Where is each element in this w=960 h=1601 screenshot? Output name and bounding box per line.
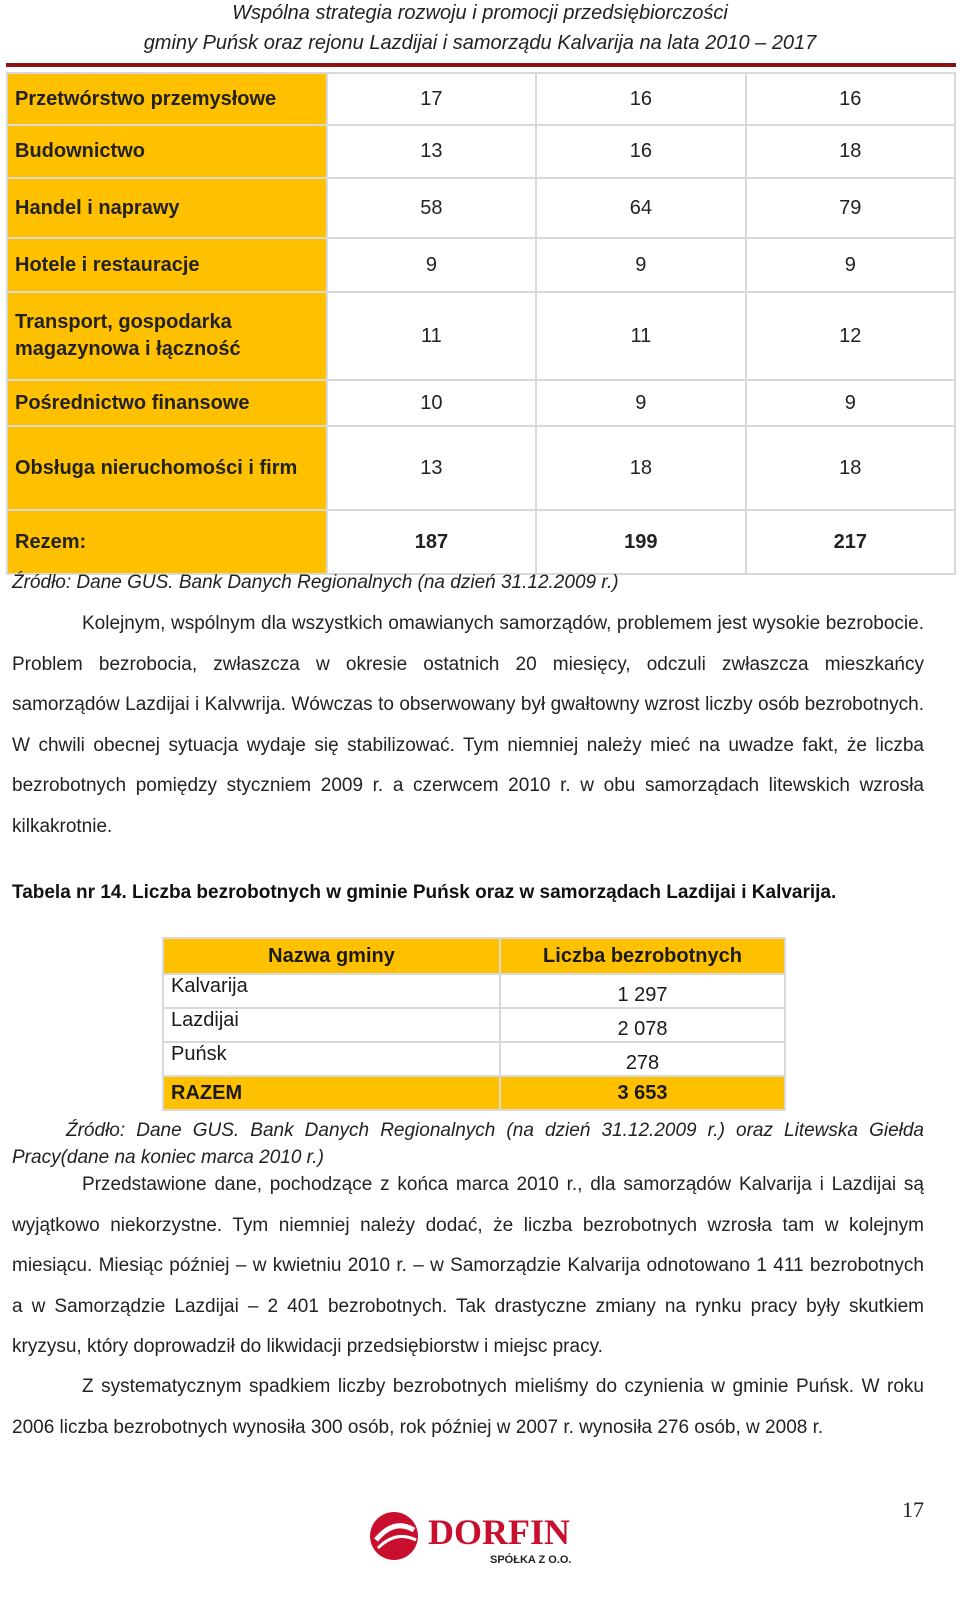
row-label: Hotele i restauracje — [7, 238, 327, 292]
header-line-1: Wspólna strategia rozwoju i promocji przedsiębiorczości — [232, 2, 728, 24]
table-row — [7, 178, 955, 238]
header-line-2: gminy Puńsk oraz rejonu Lazdijai i samorządu Kalvarija na lata 2010 – 2017 — [143, 32, 817, 54]
paragraph-3 — [12, 1367, 924, 1448]
row-label: Obsługa nieruchomości i firm — [7, 426, 327, 510]
cell-value: 10 — [327, 380, 536, 426]
table-row — [163, 1008, 785, 1042]
table2-source-text: Źródło: Dane GUS. Bank Danych Regionalnych (na dzień 31.12.2009 r.) oraz Litewska Giełda Pracy(dane na koniec marca 2010 r.) — [12, 1120, 924, 1168]
row-label-line-1: Transport, gospodarka — [15, 311, 232, 333]
logo-subtitle: SPÓŁKA Z O.O. — [490, 1554, 572, 1566]
col-header-count: Liczba bezrobotnych — [500, 938, 785, 974]
logo-wordmark: DORFIN — [428, 1512, 570, 1552]
table-row — [163, 974, 785, 1008]
cell-value: 9 — [327, 238, 536, 292]
table-row — [7, 73, 955, 125]
row-label: Rezem: — [7, 510, 327, 574]
table-row-total — [7, 510, 955, 574]
row-name: Puńsk — [163, 1042, 500, 1076]
page-number: 17 — [902, 1497, 924, 1522]
dorfin-logo — [362, 1500, 602, 1570]
table-row — [7, 426, 955, 510]
cell-value: 9 — [536, 238, 745, 292]
cell-value: 187 — [327, 510, 536, 574]
table-row — [7, 238, 955, 292]
table-row — [163, 1042, 785, 1076]
row-value: 2 078 — [500, 1008, 785, 1042]
logo-emblem-icon — [370, 1512, 418, 1560]
paragraph-1 — [12, 604, 924, 847]
cell-value: 199 — [536, 510, 745, 574]
cell-value: 17 — [327, 73, 536, 125]
cell-value: 16 — [536, 73, 745, 125]
cell-value: 18 — [746, 125, 955, 178]
row-label-line-2: magazynowa i łączność — [15, 338, 241, 360]
cell-value: 64 — [536, 178, 745, 238]
enterprise-table — [6, 72, 956, 575]
cell-value: 13 — [327, 125, 536, 178]
cell-value: 11 — [536, 292, 745, 380]
table1-source: Źródło: Dane GUS. Bank Danych Regionalnych (na dzień 31.12.2009 r.) — [12, 572, 619, 593]
table2-caption: Tabela nr 14. Liczba bezrobotnych w gminie Puńsk oraz w samorządach Lazdijai i Kalvarija. — [12, 882, 837, 903]
cell-value: 9 — [746, 380, 955, 426]
cell-value: 12 — [746, 292, 955, 380]
paragraph-2 — [12, 1165, 924, 1368]
table-row — [7, 292, 955, 380]
paragraph-2-text: Przedstawione dane, pochodzące z końca marca 2010 r., dla samorządów Kalvarija i Lazdijai są wyjątkowo niekorzystne. Tym niemniej należy dodać, że liczba bezrobotnych wzrosła tam w kolejnym miesiącu. Miesiąc później – w kwietniu 2010 r. – w Samorządzie Kalvarija odnotowano 1 411 bezrobotnych a w Samorządzie Lazdijai – 2 401 bezrobotnych. Tak drastyczne zmiany na rynku pracy były skutkiem kryzysu, który doprowadził do likwidacji przedsiębiorstw i miejsc pracy. — [12, 1174, 924, 1357]
header-rule — [6, 63, 956, 67]
row-name: Kalvarija — [163, 974, 500, 1008]
table-row-total — [163, 1076, 785, 1110]
row-label: Budownictwo — [7, 125, 327, 178]
cell-value: 16 — [536, 125, 745, 178]
row-label: Handel i naprawy — [7, 178, 327, 238]
row-label: Pośrednictwo finansowe — [7, 380, 327, 426]
paragraph-1-text: Kolejnym, wspólnym dla wszystkich omawianych samorządów, problemem jest wysokie bezrobocie. Problem bezrobocia, zwłaszcza w okresie ostatnich 20 miesięcy, odczuli zwłaszcza mieszkańcy samorządów Lazdijai i Kalvwrija. Wówczas to obserwowany był gwałtowny wzrost liczby osób bezrobotnych. W chwili obecnej sytuacja wydaje się stabilizować. Tym niemniej należy mieć na uwadze fakt, że liczba bezrobotnych pomiędzy styczniem 2009 r. a czerwcem 2010 r. w obu samorządach litewskich wzrosła kilkakrotnie. — [12, 613, 924, 837]
table-row — [7, 125, 955, 178]
cell-value: 11 — [327, 292, 536, 380]
table-row — [7, 380, 955, 426]
row-label — [7, 292, 327, 380]
unemployment-table — [162, 937, 786, 1111]
total-label: RAZEM — [163, 1076, 500, 1110]
cell-value: 217 — [746, 510, 955, 574]
cell-value: 18 — [536, 426, 745, 510]
row-label: Przetwórstwo przemysłowe — [7, 73, 327, 125]
table-header-row — [163, 938, 785, 974]
cell-value: 16 — [746, 73, 955, 125]
col-header-name: Nazwa gminy — [163, 938, 500, 974]
cell-value: 18 — [746, 426, 955, 510]
cell-value: 79 — [746, 178, 955, 238]
cell-value: 9 — [536, 380, 745, 426]
table2-source — [12, 1117, 924, 1171]
row-value: 1 297 — [500, 974, 785, 1008]
paragraph-3-text: Z systematycznym spadkiem liczby bezrobotnych mieliśmy do czynienia w gminie Puńsk. W roku 2006 liczba bezrobotnych wynosiła 300 osób, rok później w 2007 r. wynosiła 276 osób, w 2008 r. — [12, 1376, 924, 1438]
cell-value: 58 — [327, 178, 536, 238]
row-value: 278 — [500, 1042, 785, 1076]
cell-value: 13 — [327, 426, 536, 510]
cell-value: 9 — [746, 238, 955, 292]
row-name: Lazdijai — [163, 1008, 500, 1042]
total-value: 3 653 — [500, 1076, 785, 1110]
